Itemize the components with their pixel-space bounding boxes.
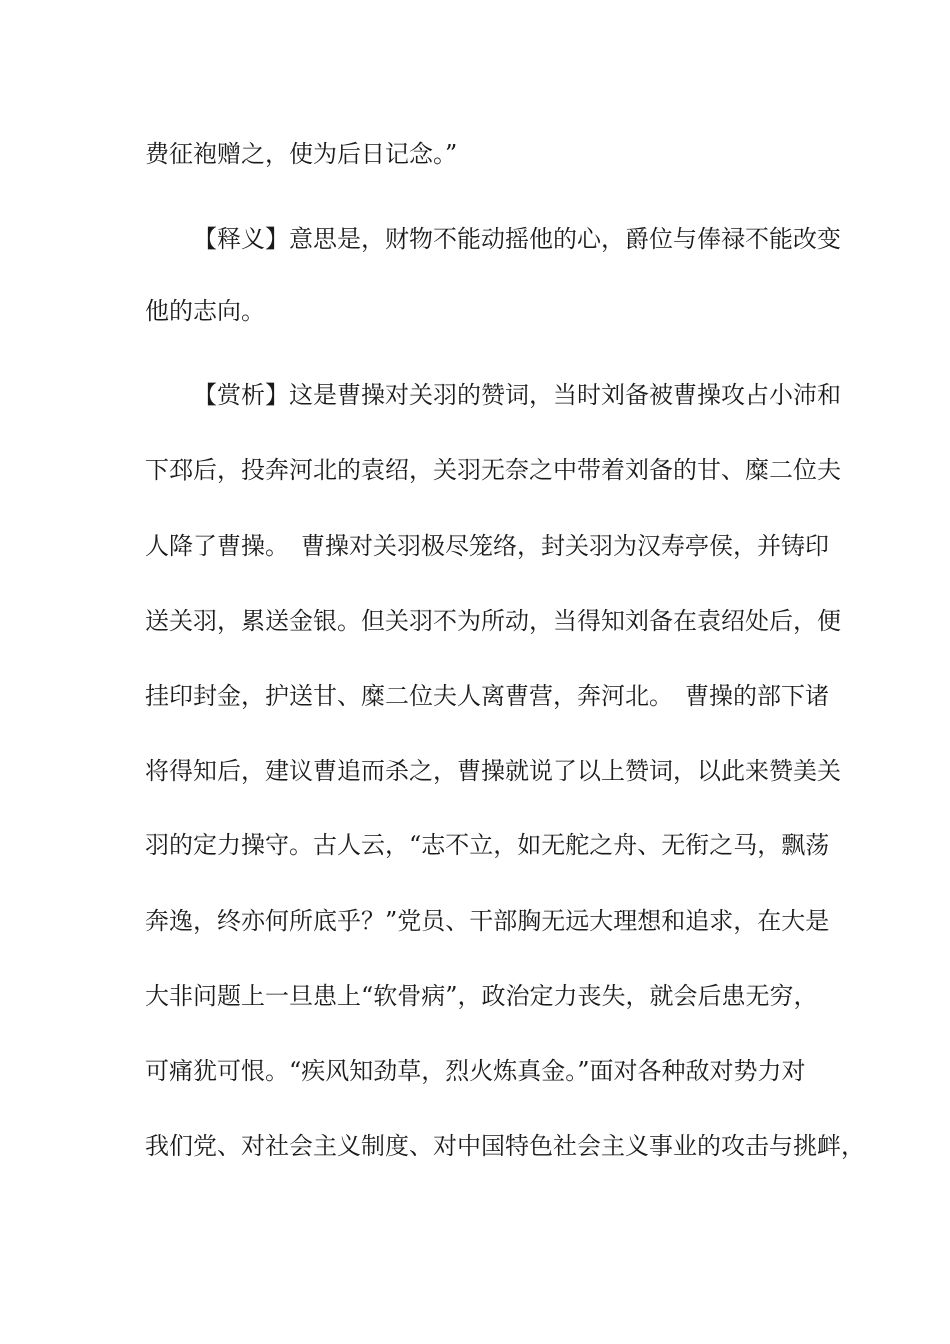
text-line: 送关羽，累送金银。但关羽不为所动，当得知刘备在袁绍处后，便 — [145, 607, 841, 635]
text-line: 费征袍赠之，使为后日记念。” — [145, 140, 458, 168]
text-line: 人降了曹操。 曹操对关羽极尽笼络，封关羽为汉寿亭侯，并铸印 — [145, 532, 829, 560]
text-line: 奔逸，终亦何所底乎？”党员、干部胸无远大理想和追求，在大是 — [145, 907, 830, 935]
text-line: 我们党、对社会主义制度、对中国特色社会主义事业的攻击与挑衅， — [145, 1132, 865, 1160]
text-line: 大非问题上一旦患上“软骨病”，政治定力丧失，就会后患无穷， — [145, 982, 818, 1010]
text-line: 将得知后，建议曹追而杀之，曹操就说了以上赞词，以此来赞美关 — [145, 757, 841, 785]
text-line: 可痛犹可恨。“疾风知劲草，烈火炼真金。”面对各种敌对势力对 — [145, 1057, 806, 1085]
text-line: 下邳后，投奔河北的袁绍，关羽无奈之中带着刘备的甘、糜二位夫 — [145, 456, 841, 484]
text-line: 挂印封金，护送甘、糜二位夫人离曹营，奔河北。 曹操的部下诸 — [145, 682, 829, 710]
paragraph-shangxi-line: 【赏析】这是曹操对关羽的赞词，当时刘备被曹操攻占小沛和 — [193, 381, 841, 409]
paragraph-shiyi-line: 【释义】意思是，财物不能动摇他的心，爵位与俸禄不能改变 — [193, 225, 841, 253]
text-line: 他的志向。 — [145, 297, 265, 325]
text-line: 羽的定力操守。古人云，“志不立，如无舵之舟、无衔之马，飘荡 — [145, 831, 830, 859]
